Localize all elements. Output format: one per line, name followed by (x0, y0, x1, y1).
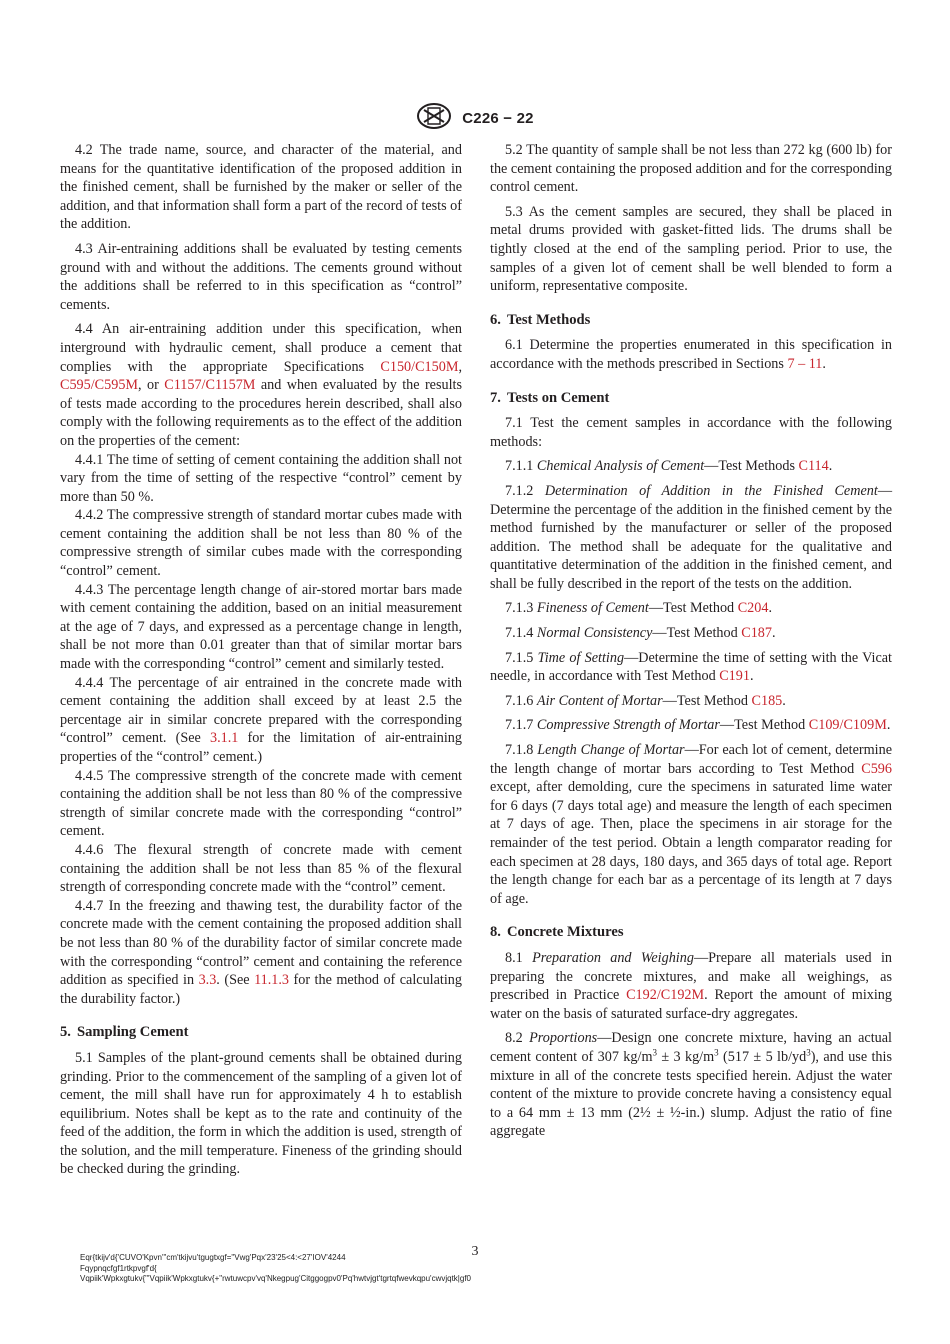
para-4-3: 4.3 Air-entraining additions shall be evaluated by testing cements ground with and without the additions. The cements ground without the additions shall be referred to in this specification as “control” cements. (60, 240, 462, 313)
link-c596[interactable]: C596 (861, 760, 892, 777)
para-7-1-5: 7.1.5 Time of Setting—Determine the time of setting with the Vicat needle, in accordance with Test Method C191. (490, 649, 893, 685)
para-4-4-4: 4.4.4 The percentage of air entrained in the concrete made with cement containing the addition shall exceed by at least 2.5 the percentage air in similar concrete prepared with the corresponding “control” cement. (See 3.1.1 for the limitation of air-entraining properties of the “control” cement.) (60, 674, 462, 765)
para-4-4-2: 4.4.2 The compressive strength of standard mortar cubes made with cement containing the addition shall be not less than 80 % of the compressive strength of similar cubes made with the corresponding “control” cement. (60, 507, 462, 580)
page-number: 3 (471, 1244, 479, 1259)
para-7-1-1: 7.1.1 Chemical Analysis of Cement—Test Methods C114. (505, 458, 833, 475)
link-c1157[interactable]: C1157/C1157M (164, 377, 256, 394)
para-7-1-8: 7.1.8 Length Change of Mortar—For each lot of cement, determine the length change of mortar bars according to Test Method C596 except, after demolding, cure the specimens in saturated lime water for 6 days (7 days total age) and measure the length of each specimen at 7 days of age. Then, place the specimens in air storage for the remainder of the test period. Obtain a length comparator reading for each specimen at 28 days, 180 days, and 365 days of total age. Report the length change for each bar as a percentage of its length at 7 days of age. (490, 742, 892, 907)
footer-line: Eqr{tkijv'd{'CUVO'Kpvn'"cm'tkijvu'tgugtxgf="Vwg'Pqx'23'25<4:<27'IOV'4244 (80, 1253, 346, 1262)
link-c187[interactable]: C187 (741, 625, 772, 642)
para-8-2: 8.2 Proportions—Design one concrete mixture, having an actual cement content of 307 $kg/m^3 \pm 3$ $kg/m^3$ (517 ± 5 $lb/yd^3$), and use this mixture in all of the concrete tests specified herein. Adjust the water content of the mixture to provide concrete having a consistency equal to a 64 mm ± 13 mm (2½ ± ½-in.) slump. Adjust the ratio of fine aggregate (490, 1030, 892, 1140)
para-5-1: 5.1 Samples of the plant-ground cements shall be obtained during grinding. Prior to the commencement of the sampling of a given lot of cement, the mill shall have run for approximately 4 h to establish equilibrium. Notes shall be kept as to the rate and continuity of the feed of the addition, the form in which the addition is used, strength of the solution, and the mill temperature. Fineness of the grinding should be checked during the grinding. (60, 1049, 462, 1178)
footer-line: Vqpiik'Wpkxgtukv{"'Vqpiik'Wpkxgtukv{+"rwtuwcpv'vq'Nkegpug'Citggogpv0'Pq'hwtvjgt'tgrtqfwevkqpu'cwvjqtk|gf0 (80, 1274, 471, 1283)
link-c192[interactable]: C192/C192M (626, 987, 705, 1004)
para-4-4-7: 4.4.7 In the freezing and thawing test, the durability factor of the concrete made with the cement containing the proposed addition shall be not less than 80 % of the durability factor of similar concrete made with the corresponding “control” cement and containing the reference addition as specified in 3.3. (See 11.1.3 for the method of calculating the durability factor.) (60, 897, 462, 1007)
link-sections-7-11[interactable]: 7 – 11 (787, 355, 823, 372)
link-3-3[interactable]: 3.3 (198, 972, 217, 989)
heading-section-5: 5. Sampling Cement (60, 1024, 189, 1041)
link-c150[interactable]: C150/C150M (380, 358, 459, 375)
link-c114[interactable]: C114 (798, 458, 829, 475)
astm-logo-icon (416, 102, 452, 135)
link-11-1-3[interactable]: 11.1.3 (254, 972, 290, 989)
link-c595[interactable]: C595/C595M (60, 377, 139, 394)
heading-section-7: 7. Tests on Cement (490, 389, 610, 406)
left-column (60, 141, 462, 1179)
footer-line: Fqypnqcfgf1rtkpvgf'd{ (80, 1263, 157, 1273)
page-header (0, 102, 950, 135)
para-4-4-5: 4.4.5 The compressive strength of the concrete made with cement containing the addition shall be not less than 80 % of the compressive strength of similar concrete made with the corresponding “control” cement. (60, 767, 462, 840)
para-7-1-7: 7.1.7 Compressive Strength of Mortar—Test Method C109/C109M. (505, 717, 891, 734)
para-4-4-6: 4.4.6 The flexural strength of concrete made with cement containing the addition shall be not less than 85 % of the flexural strength of corresponding concrete made with the “control” cement. (60, 841, 462, 896)
para-7-1-2: 7.1.2 Determination of Addition in the Finished Cement—Determine the percentage of the addition in the finished cement by the method furnished by the manufacturer or seller of the proposed addition. The method shall be adequate for the qualitative and quantitative determination of the addition in the finished cement, and shall be fully described in the report of the tests on the addition. (490, 482, 892, 592)
para-7-1: 7.1 Test the cement samples in accordance with the following methods: (490, 415, 892, 450)
para-6-1: 6.1 Determine the properties enumerated in this specification in accordance with the methods prescribed in Sections 7 – 11. (490, 337, 892, 372)
link-c204[interactable]: C204 (737, 600, 769, 617)
para-7-1-4: 7.1.4 Normal Consistency—Test Method C187. (505, 625, 776, 642)
link-c109[interactable]: C109/C109M (808, 717, 887, 734)
license-footer (80, 1253, 680, 1285)
link-3-1-1[interactable]: 3.1.1 (210, 730, 239, 747)
heading-section-8: 8. Concrete Mixtures (490, 924, 624, 941)
para-4-4-1: 4.4.1 The time of setting of cement containing the addition shall not vary from the time of setting of the respective “control” cement by more than 50 %. (60, 451, 462, 505)
designation: C226 − 22 (462, 110, 534, 127)
para-8-1: 8.1 Preparation and Weighing—Prepare all materials used in preparing the concrete mixtures, and make all weighings, as prescribed in Practice C192/C192M. Report the amount of mixing water on the basis of saturated surface-dry aggregates. (490, 949, 893, 1022)
para-4-4-3: 4.4.3 The percentage length change of air-stored mortar bars made with cement containing the addition, based on an initial measurement at the age of 7 days, and expressed as a percentage change in length, shall be not more than 0.01 greater than that of similar mortar bars made with the corresponding “control” cement and similarly tested. (60, 581, 462, 673)
para-4-4: 4.4 An air-entraining addition under this specification, when interground with hydraulic cement, shall produce a cement that complies with the appropriate Specifications C150/C150M, C595/C595M, or C1157/C1157M and when evaluated by the results of tests made according to the procedures herein described, shall also comply with the following requirements as to the effect of the addition on the properties of the cement: (60, 321, 462, 449)
para-4-2: 4.2 The trade name, source, and character of the material, and means for the quantitative identification of the proposed addition in the finished cement, shall be furnished by the maker or seller of the addition, and that information shall form a part of the record of tests of the addition. (60, 142, 462, 233)
right-column (490, 141, 892, 1141)
link-c191[interactable]: C191 (719, 668, 750, 685)
heading-section-6: 6. Test Methods (490, 311, 591, 328)
link-c185[interactable]: C185 (751, 692, 783, 709)
para-7-1-6: 7.1.6 Air Content of Mortar—Test Method C185. (505, 692, 786, 709)
para-5-2: 5.2 The quantity of sample shall be not less than 272 kg (600 lb) for the cement containing the proposed addition and for the corresponding control cement. (490, 142, 892, 196)
para-7-1-3: 7.1.3 Fineness of Cement—Test Method C204. (505, 600, 772, 617)
para-5-3: 5.3 As the cement samples are secured, they shall be placed in metal drums provided with gasket-fitted lids. The drums shall be tightly closed at the end of the sampling period. Prior to use, the samples of a given lot of cement shall be well blended to form a uniform, representative composite. (490, 203, 892, 295)
